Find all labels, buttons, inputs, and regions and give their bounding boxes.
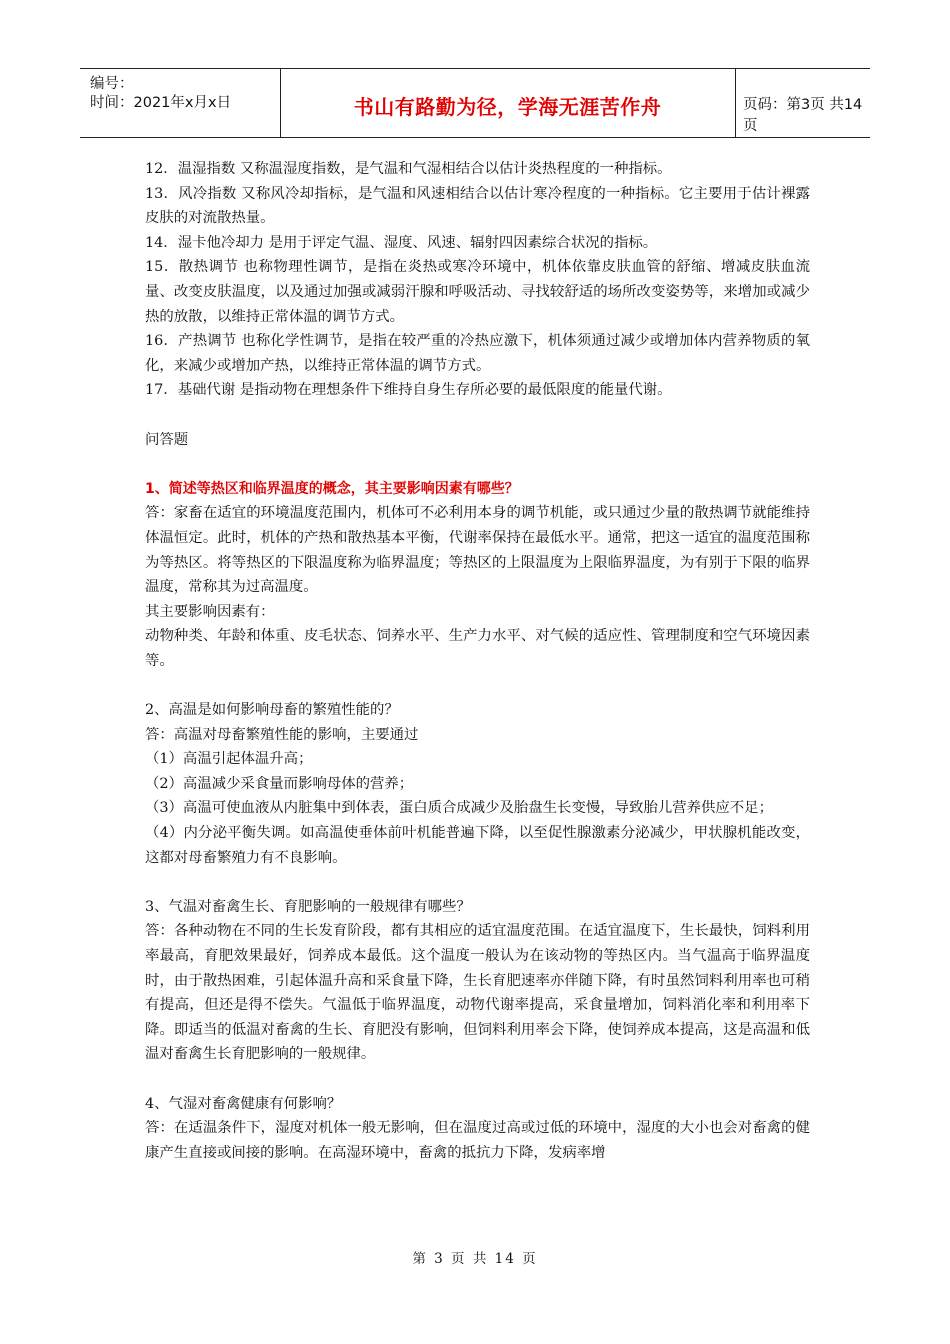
question-2-title: 2、高温是如何影响母畜的繁殖性能的？ (145, 702, 399, 719)
question-4-answer: 答：在适温条件下，湿度对机体一般无影响，但在温度过高或过低的环境中，湿度的大小也会对畜禽的健康产生直接或间接的影响。在高湿环境中，畜禽的抵抗力下降，发病率增 (145, 1120, 810, 1161)
definition-12: 12．温湿指数 又称温湿度指数，是气温和气湿相结合以估计炎热程度的一种指标。 (145, 161, 672, 177)
header-motto-cell (280, 69, 736, 137)
definition-16: 16．产热调节 也称化学性调节，是指在较严重的冷热应激下，机体须通过减少或增加体内营养物质的氧化，来减少或增加产热，以维持正常体温的调节方式。 (145, 333, 810, 374)
question-2-item: （2）高温减少采食量而影响母体的营养； (145, 775, 414, 792)
question-1-factors-label: 其主要影响因素有： (145, 603, 275, 620)
question-3-answer: 答：各种动物在不同的生长发育阶段，都有其相应的适宜温度范围。在适宜温度下，生长最快，饲料利用率最高，育肥效果最好，饲养成本最低。这个温度一般认为在该动物的等热区内。当气温高于临界温度时，由于散热困难，引起体温升高和采食量下降，生长育肥速率亦伴随下降，有时虽然饲料利用率也可稍有提高，但还是得不偿失。气温低于临界温度，动物代谢率提高，采食量增加，饲料消化率和利用率下降。即适当的低温对畜禽的生长、育肥没有影响，但饲料利用率会下降，使饲养成本提高，这是高温和低温对畜禽生长育肥影响的一般规律。 (145, 923, 810, 1063)
header-left-cell (80, 69, 281, 137)
page-header (80, 68, 870, 138)
question-2-answer-intro: 答：高温对母畜繁殖性能的影响，主要通过 (145, 726, 419, 743)
page-footer: 第 3 页 共 14 页 (412, 1251, 538, 1267)
date-label: 时间：2021年x月x日 (90, 95, 232, 111)
definition-13: 13．风冷指数 又称风冷却指标，是气温和风速相结合以估计寒冷程度的一种指标。它主要用于估计裸露皮肤的对流散热量。 (145, 185, 810, 227)
question-4-title: 4、气湿对畜禽健康有何影响？ (145, 1095, 342, 1112)
page-label: 页码：第3页 共14页 (743, 97, 863, 134)
number-label: 编号： (90, 76, 134, 92)
question-3-title: 3、气温对畜禽生长、育肥影响的一般规律有哪些？ (145, 898, 471, 915)
question-1-title: 1、简述等热区和临界温度的概念，其主要影响因素有哪些？ (145, 480, 519, 497)
motto: 书山有路勤为径，学海无涯苦作舟 (353, 95, 662, 119)
definition-17: 17．基础代谢 是指动物在理想条件下维持自身生存所必要的最低限度的能量代谢。 (145, 382, 672, 399)
definition-14: 14．湿卡他冷却力 是用于评定气温、湿度、风速、辐射四因素综合状况的指标。 (145, 234, 658, 251)
section-title: 问答题 (145, 431, 189, 448)
document-body (145, 157, 810, 1165)
question-2-item: （4）内分泌平衡失调。如高温使垂体前叶机能普遍下降，以至促性腺激素分泌减少，甲状腺机能改变，这都对母畜繁殖力有不良影响。 (145, 825, 810, 866)
question-2-item: （3）高温可使血液从内脏集中到体表，蛋白质合成减少及胎盘生长变慢，导致胎儿营养供应不足； (145, 800, 773, 817)
definition-15: 15．散热调节 也称物理性调节，是指在炎热或寒冷环境中，机体依靠皮肤血管的舒缩、增减皮肤血流量、改变皮肤温度，以及通过加强或减弱汗腺和呼吸活动、寻找较舒适的场所改变姿势等，来增加或减少热的放散，以维持正常体温的调节方式。 (145, 259, 810, 325)
question-2-item: （1）高温引起体温升高； (145, 751, 313, 768)
question-1-factors: 动物种类、年龄和体重、皮毛状态、饲养水平、生产力水平、对气候的适应性、管理制度和空气环境因素等。 (145, 628, 810, 669)
question-1-answer: 答：家畜在适宜的环境温度范围内，机体可不必利用本身的调节机能，或只通过少量的散热调节就能维持体温恒定。此时，机体的产热和散热基本平衡，代谢率保持在最低水平。通常，把这一适宜的温度范围称为等热区。将等热区的下限温度称为临界温度；等热区的上限温度为上限临界温度，为有别于下限的临界温度，常称其为过高温度。 (145, 505, 810, 596)
header-page-cell (735, 69, 870, 137)
